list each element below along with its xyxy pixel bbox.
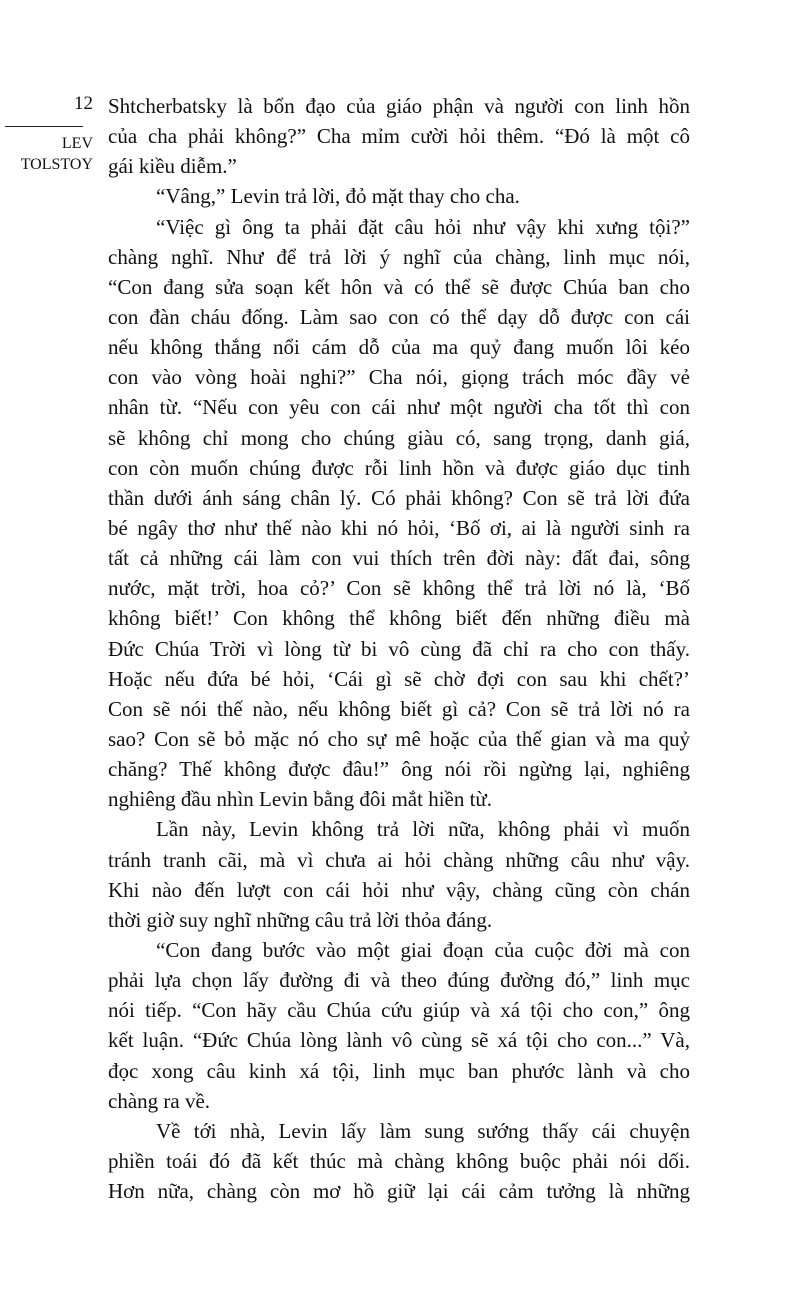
text-line: Lần này, Levin không trả lời nữa, không phải vì muốn bbox=[156, 817, 690, 842]
text-line: Về tới nhà, Levin lấy làm sung sướng thấy cái chuyện bbox=[156, 1118, 690, 1143]
text-line: không biết!’ Con không thể không biết đến những điều mà bbox=[108, 606, 690, 631]
body-text bbox=[108, 91, 690, 1206]
text-line: “Việc gì ông ta phải đặt câu hỏi như vậy khi xưng tội?” bbox=[156, 214, 690, 239]
text-line: “Con đang sửa soạn kết hôn và có thể sẽ được Chúa ban cho bbox=[108, 274, 690, 299]
text-line: kết luận. “Đức Chúa lòng lành vô cùng sẽ xá tội cho con...” Và, bbox=[108, 1028, 690, 1053]
text-line: con đàn cháu đống. Làm sao con có thể dạy dỗ được con cái bbox=[108, 304, 690, 329]
text-line: đọc xong câu kinh xá tội, linh mục ban phước lành và cho bbox=[108, 1058, 690, 1083]
text-line: phải lựa chọn lấy đường đi và theo đúng đường đó,” linh mục bbox=[108, 968, 690, 993]
margin-rule bbox=[5, 126, 83, 127]
text-line: Khi nào đến lượt con cái hỏi như vậy, chàng cũng còn chán bbox=[108, 877, 690, 902]
text-line: “Vâng,” Levin trả lời, đỏ mặt thay cho cha. bbox=[156, 184, 520, 209]
text-line: nói tiếp. “Con hãy cầu Chúa cứu giúp và xá tội cho con,” ông bbox=[108, 998, 690, 1023]
text-line: chàng ra về. bbox=[108, 1088, 211, 1113]
text-line: sẽ không chỉ mong cho chúng giàu có, sang trọng, danh giá, bbox=[108, 425, 690, 450]
author-last-name: TOLSTOY bbox=[20, 156, 93, 173]
text-line: con còn muốn chúng được rỗi linh hồn và được giáo dục tinh bbox=[108, 455, 690, 480]
text-line: phiền toái đó đã kết thúc mà chàng không buộc phải nói dối. bbox=[108, 1148, 690, 1173]
text-line: nước, mặt trời, hoa cỏ?’ Con sẽ không thể trả lời nó là, ‘Bố bbox=[108, 576, 690, 601]
page-number: 12 bbox=[74, 93, 93, 114]
text-line: sao? Con sẽ bỏ mặc nó cho sự mê hoặc của thế gian và ma quỷ bbox=[108, 726, 690, 751]
text-line: thần dưới ánh sáng chân lý. Có phải không? Con sẽ trả lời đứa bbox=[108, 485, 690, 510]
author-first-name: LEV bbox=[61, 135, 93, 152]
text-line: của cha phải không?” Cha mỉm cười hỏi thêm. “Đó là một cô bbox=[108, 124, 690, 149]
text-line: nhân từ. “Nếu con yêu con cái như một người cha tốt thì con bbox=[108, 395, 690, 420]
running-head-author bbox=[0, 133, 93, 175]
text-line: chăng? Thế không được đâu!” ông nói rồi ngừng lại, nghiêng bbox=[108, 757, 690, 782]
text-line: “Con đang bước vào một giai đoạn của cuộc đời mà con bbox=[156, 937, 690, 962]
text-line: nghiêng đầu nhìn Levin bằng đôi mắt hiền từ. bbox=[108, 787, 493, 812]
text-line: Hoặc nếu đứa bé hỏi, ‘Cái gì sẽ chờ đợi con sau khi chết?’ bbox=[108, 666, 690, 691]
text-line: Hơn nữa, chàng còn mơ hồ giữ lại cái cảm tưởng là những bbox=[108, 1179, 690, 1204]
text-line: bé ngây thơ như thế nào khi nó hỏi, ‘Bố ơi, ai là người sinh ra bbox=[108, 515, 690, 540]
text-line: tất cả những cái làm con vui thích trên đời này: đất đai, sông bbox=[108, 546, 690, 571]
text-line: Đức Chúa Trời vì lòng từ bi vô cùng đã chỉ ra cho con thấy. bbox=[108, 636, 690, 661]
text-line: thời giờ suy nghĩ những câu trả lời thỏa đáng. bbox=[108, 907, 493, 932]
text-line: Con sẽ nói thế nào, nếu không biết gì cả? Con sẽ trả lời nó ra bbox=[108, 696, 690, 721]
text-line: tránh tranh cãi, mà vì chưa ai hỏi chàng những câu như vậy. bbox=[108, 847, 690, 872]
text-line: chàng nghĩ. Như để trả lời ý nghĩ của chàng, linh mục nói, bbox=[108, 244, 690, 269]
text-line: gái kiều diễm.” bbox=[108, 154, 237, 179]
text-line: nếu không thắng nổi cám dỗ của ma quỷ đang muốn lôi kéo bbox=[108, 335, 690, 360]
text-line: con vào vòng hoài nghi?” Cha nói, giọng trách móc đầy vẻ bbox=[108, 365, 690, 390]
text-line: Shtcherbatsky là bổn đạo của giáo phận và người con linh hồn bbox=[108, 94, 690, 118]
